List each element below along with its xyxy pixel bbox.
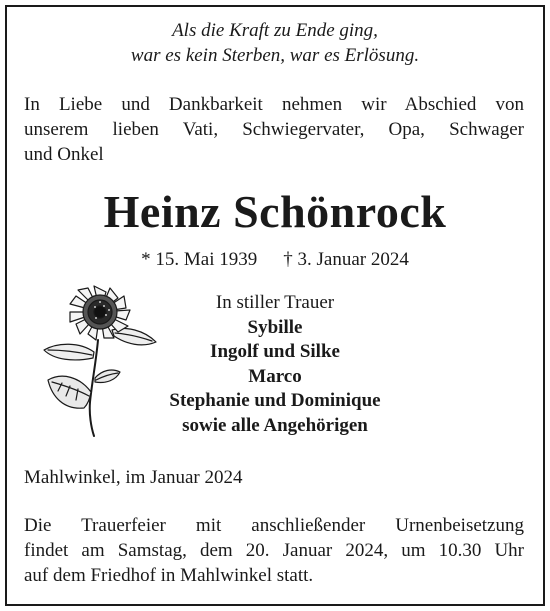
intro-line-1: In Liebe und Dankbarkeit nehmen wir Abschied von (24, 94, 524, 115)
poem-line-1: Als die Kraft zu Ende ging, (172, 20, 378, 41)
intro-text (24, 92, 524, 167)
service-info (24, 513, 524, 588)
mourner-5: sowie alle Angehörigen (182, 414, 368, 436)
service-line-2: findet am Samstag, dem 20. Januar 2024, um 10.30 Uhr (24, 540, 524, 561)
mourner-3: Marco (248, 365, 302, 387)
mourners-heading: In stiller Trauer (215, 292, 335, 313)
intro-line-3: und Onkel (24, 144, 104, 165)
poem-line-2: war es kein Sterben, war es Erlösung. (130, 45, 420, 66)
poem (0, 18, 550, 68)
intro-line-2: unserem lieben Vati, Schwiegervater, Opa, Schwager (24, 119, 524, 140)
mourner-2: Ingolf und Silke (210, 341, 340, 362)
deceased-name: Heinz Schönrock (103, 186, 447, 237)
place-date: Mahlwinkel, im Januar 2024 (24, 467, 243, 488)
mourner-4: Stephanie und Dominique (169, 390, 381, 411)
service-line-1: Die Trauerfeier mit anschließender Urnenbeisetzung (24, 515, 524, 536)
birth-date: * 15. Mai 1939 (141, 249, 258, 270)
mourner-1: Sybille (247, 316, 303, 338)
service-line-3: auf dem Friedhof in Mahlwinkel statt. (24, 565, 314, 586)
mourners-block (125, 291, 425, 438)
life-dates (0, 248, 550, 272)
death-date: † 3. Januar 2024 (283, 249, 409, 270)
